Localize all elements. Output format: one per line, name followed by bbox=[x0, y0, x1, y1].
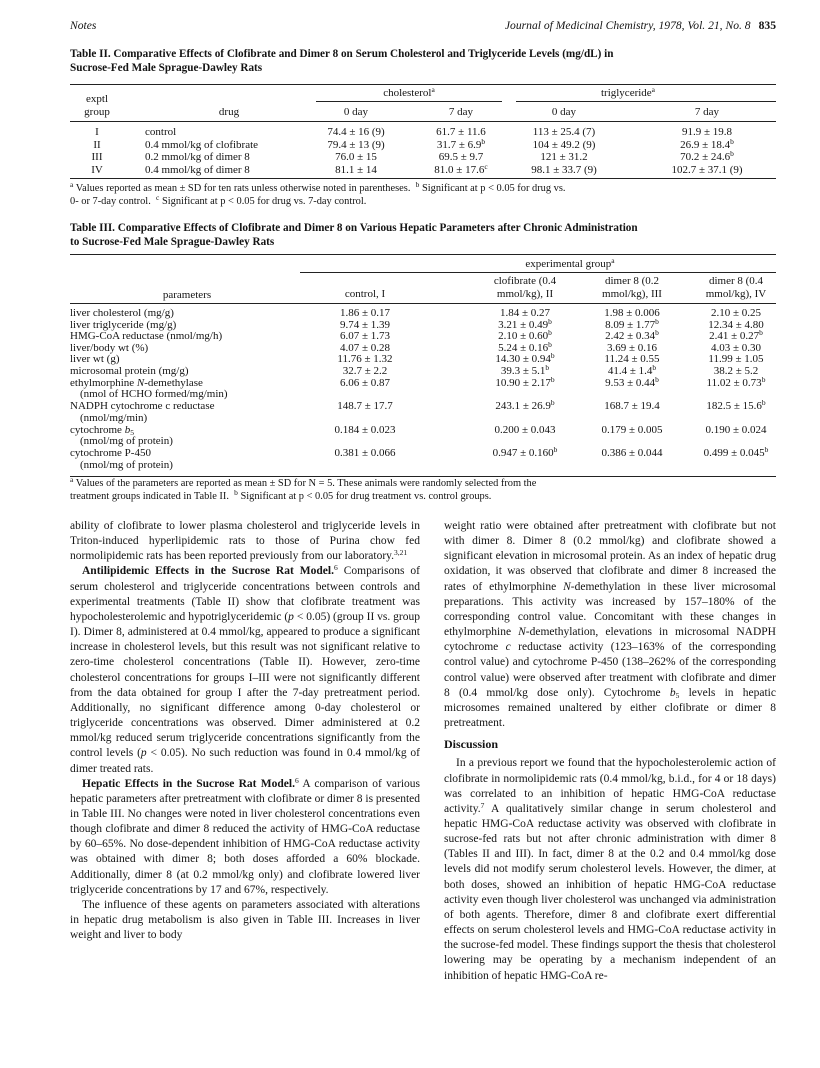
table3-param-unit: (nmol/mg of protein) bbox=[80, 458, 173, 471]
run-in-sup: 6 bbox=[294, 775, 299, 785]
table2-bottom-rule bbox=[70, 178, 776, 179]
table3-value: 168.7 ± 19.4 bbox=[604, 400, 660, 413]
table3-value-sup: b bbox=[655, 328, 659, 338]
table3-value-cell bbox=[337, 400, 393, 413]
table2-subheader: 0 day bbox=[343, 106, 369, 118]
table2-footnotes: $^a$ Values reported as mean ± SD for ten rats unless otherwise noted in parentheses. $^b$ Significant at p < 0.05 for drug vs. 0- or 7-day control. $^c$ Significant at p < 0.05 for drug vs. 7-day control. bbox=[70, 180, 566, 207]
table2-value-sup: b bbox=[730, 149, 734, 159]
table2-value-cell bbox=[533, 139, 596, 152]
table3-value-cell bbox=[604, 400, 660, 413]
table3-col-header: control, I bbox=[344, 288, 386, 300]
page-number: 835 bbox=[758, 19, 776, 32]
table2-value: 74.4 ± 16 (9) bbox=[327, 126, 385, 138]
table3-value-cell bbox=[334, 424, 395, 437]
table3-bottom-rule bbox=[70, 476, 776, 477]
table2-value-sup: c bbox=[484, 161, 488, 171]
running-head bbox=[70, 19, 776, 35]
table3-value: 0.499 ± 0.045 bbox=[703, 447, 765, 460]
running-head-journal: Journal of Medicinal Chemistry, 1978, Vol. 21, No. 8 835 bbox=[504, 19, 776, 32]
table2-drug-cell: 0.4 mmol/kg of clofibrate bbox=[145, 138, 259, 151]
table3-value: 10.90 ± 2.17 bbox=[495, 376, 551, 389]
table3-param-cell: cytochrome P-450 bbox=[70, 447, 151, 460]
table3-value-cell bbox=[704, 447, 769, 460]
body-paragraph bbox=[70, 519, 420, 564]
table3-top-rule bbox=[70, 254, 776, 255]
table3 bbox=[70, 250, 776, 482]
table3-value: 5.24 ± 0.16 bbox=[498, 341, 549, 354]
paragraph-text: In a previous report we found that the hypocholesterolemic action of clofibrate in normolipidemic rats (0.4 mmol/kg, b.i.d., for 4 or 18 days) was correlated to an inhibition of hepatic HMG-CoA reductase activity. bbox=[444, 757, 776, 815]
table2-value: 104 ± 49.2 (9) bbox=[532, 138, 596, 151]
run-in-heading: Antilipidemic Effects in the Sucrose Rat Model. bbox=[82, 565, 334, 578]
table3-value: 1.86 ± 0.17 bbox=[339, 307, 391, 319]
table3-value-cell bbox=[601, 424, 662, 437]
table2-value-cell bbox=[439, 151, 484, 164]
table3-value: 41.4 ± 1.4 bbox=[607, 365, 653, 377]
table3-value: 0.386 ± 0.044 bbox=[601, 447, 663, 460]
table3-col-header: mmol/kg), II bbox=[496, 288, 554, 300]
table2-header-rule bbox=[70, 121, 776, 122]
table3-value-cell bbox=[340, 377, 390, 390]
table3-value: 11.76 ± 1.32 bbox=[337, 353, 393, 366]
table3-value: 3.21 ± 0.49 bbox=[498, 318, 549, 331]
table3-param-cell: cytochrome $b_5$ bbox=[70, 423, 134, 437]
table3-value: 0.184 ± 0.023 bbox=[334, 423, 396, 436]
table3-value-sup: b bbox=[761, 374, 766, 384]
table3-value-cell bbox=[601, 447, 662, 460]
table3-value-sup: b bbox=[550, 374, 555, 384]
table3-value-cell bbox=[494, 424, 555, 437]
table2-value: 121 ± 31.2 bbox=[540, 151, 588, 164]
table3-value-sup: b bbox=[548, 328, 552, 338]
table2-drug-header: drug bbox=[218, 106, 240, 118]
paragraph-text: weight ratio were obtained after pretreatment with clofibrate but not with dimer 8. Dimer 8 (0.2 mmol/kg) and clofibrate showed a significant elevation in microsomal protein. As an index of hepatic drug oxidation, it was observed that clofibrate and dimer 8 increased the rates of ethylmorphine N-demethylation in these liver microsomal preparations. This activity was increased by 157–180% of the corresponding control value. Concomitant with these changes in ethylmorphine N-demethylation, elevations in microsomal NADPH cytochrome c reductase activity (123–163% of the corresponding control value) and cytochrome P-450 (138–262% of the corresponding control value) were observed after treatment with clofibrate and dimer 8 (0.4 mmol/kg dose only). Cytochrome $b_5$ levels in hepatic microsomes remained unaltered by either clofibrate or dimer 8 pretreatment. bbox=[444, 520, 777, 730]
table3-value: 0.381 ± 0.066 bbox=[334, 447, 396, 460]
table2-value-cell bbox=[533, 126, 595, 139]
table2-value-cell bbox=[671, 164, 742, 177]
table3-value: 2.10 ± 0.25 bbox=[710, 307, 762, 319]
table2-value: 81.0 ± 17.6 bbox=[434, 163, 485, 176]
table3-value: 6.07 ± 1.73 bbox=[339, 330, 391, 343]
table2-group-header: exptl bbox=[86, 93, 108, 105]
run-in-sup: 6 bbox=[333, 563, 338, 573]
table3-param-cell: liver triglyceride (mg/g) bbox=[70, 318, 177, 331]
table3-value: 11.99 ± 1.05 bbox=[708, 353, 764, 366]
citation-sup: 7 bbox=[480, 800, 485, 810]
body-paragraph bbox=[70, 898, 420, 943]
table2-value-cell bbox=[531, 164, 597, 177]
table3-value: 11.02 ± 0.73 bbox=[706, 376, 762, 389]
running-head-section: Notes bbox=[70, 19, 97, 32]
table3-value-cell bbox=[495, 374, 555, 390]
table3-value-sup: b bbox=[545, 363, 550, 372]
table3-value: 0.179 ± 0.005 bbox=[601, 423, 663, 436]
table2-triglyceride-header: triglyceride$^a$ bbox=[600, 85, 656, 99]
table3-value: 0.200 ± 0.043 bbox=[494, 423, 556, 436]
table3-span-rule bbox=[300, 272, 776, 273]
table3-value: 32.7 ± 2.2 bbox=[342, 365, 388, 377]
table3-value-sup: b bbox=[759, 328, 763, 338]
table3-value: 2.42 ± 0.34 bbox=[605, 330, 656, 343]
table3-value-sup: b bbox=[550, 351, 555, 361]
table2 bbox=[70, 80, 776, 182]
table3-param-header: parameters bbox=[162, 289, 212, 301]
table3-col-header: mmol/kg), IV bbox=[705, 288, 767, 300]
table3-value-sup: b bbox=[553, 445, 558, 455]
table3-param-unit: (nmol/mg of protein) bbox=[80, 435, 173, 448]
body-column-left bbox=[70, 519, 420, 943]
table3-value-sup: b bbox=[548, 316, 552, 326]
table3-value: 9.53 ± 0.44 bbox=[605, 376, 656, 389]
table2-value: 69.5 ± 9.7 bbox=[438, 151, 484, 164]
table2-group-cell: I bbox=[95, 126, 99, 138]
table3-value: 14.30 ± 0.94 bbox=[495, 353, 551, 366]
run-in-heading: Hepatic Effects in the Sucrose Rat Model. bbox=[82, 777, 295, 790]
table2-top-rule bbox=[70, 84, 776, 85]
table3-value-cell bbox=[605, 374, 659, 390]
table3-value: 2.41 ± 0.27 bbox=[709, 330, 760, 343]
table3-value: 182.5 ± 15.6 bbox=[706, 400, 762, 413]
table3-param-cell: ethylmorphine N-demethylase bbox=[70, 376, 203, 389]
table2-group-cell: IV bbox=[91, 163, 103, 176]
table3-value-cell bbox=[495, 400, 554, 413]
citation-sup: 3,21 bbox=[394, 548, 408, 558]
table3-param-unit: (nmol of HCHO formed/mg/min) bbox=[80, 388, 228, 401]
body-paragraph bbox=[444, 756, 776, 983]
table2-value: 26.9 ± 18.4 bbox=[680, 138, 731, 151]
table3-value-sup: b bbox=[550, 398, 555, 408]
paragraph-text: A comparison of various hepatic parameters after pretreatment with clofibrate or dimer 8 is presented in Table III. No changes were noted in liver cholesterol concentrations even though clofibrate and dimer 8 reduced the activity of HMG-CoA reductase by 60–65%. No dose-dependent inhibition of HMG-CoA reductase activity was obtained with dimer 8; both doses afforded a 60% blockade. Additionally, dimer 8 (at 0.2 mmol/kg only) and clofibrate lowered liver triglyceride concentrations by 17 and 67%, respectively. bbox=[70, 777, 420, 896]
table3-value-sup: b bbox=[761, 398, 766, 408]
table3-param-cell: liver wt (g) bbox=[70, 353, 120, 366]
table3-col-header: mmol/kg), III bbox=[602, 288, 662, 300]
table2-value: 113 ± 25.4 (7) bbox=[532, 126, 596, 138]
table2-value-cell bbox=[436, 136, 486, 152]
body-paragraph bbox=[70, 777, 420, 898]
paragraph-text: Comparisons of serum cholesterol and triglyceride concentrations between controls and experimental treatments (Table II) show that clofibrate treatment was hypocholesterolemic and hypotriglyceridemic (p < 0.05) (group II vs. group I). Dimer 8, administered at 0.4 mmol/kg, appeared to produce a significant increase in cholesterol levels, but this result was not significant relative to zero-time cholesterol concentrations (Table II). However, zero-time cholesterol concentrations for groups I–III were not significantly different from the data obtained for group I after the 7-day pretreatment period. Additionally, no significant difference among 0-day cholesterol or triglyceride concentrations was observed. Dimer administered at 0.2 mmol/kg reduced serum triglyceride concentrations significantly from the control levels (p < 0.05). No such reduction was found in 0.4 mmol/kg of dimer treated rats. bbox=[70, 565, 420, 775]
table2-value: 98.1 ± 33.7 (9) bbox=[531, 163, 597, 176]
table2-value: 70.2 ± 24.6 bbox=[680, 151, 731, 164]
table3-value: 38.2 ± 5.2 bbox=[713, 365, 759, 377]
table2-value-cell bbox=[540, 151, 587, 164]
table3-value: 8.09 ± 1.77 bbox=[605, 318, 656, 331]
table3-value: 3.69 ± 0.16 bbox=[606, 341, 658, 354]
table3-header-rule bbox=[70, 303, 776, 304]
table2-subheader: 0 day bbox=[551, 106, 577, 118]
table3-value: 0.947 ± 0.160 bbox=[492, 447, 554, 460]
table2-group-cell: III bbox=[91, 151, 103, 164]
table3-param-cell: NADPH cytochrome c reductase bbox=[70, 400, 215, 413]
table3-value: 1.98 ± 0.006 bbox=[604, 307, 660, 319]
table2-value-sup: b bbox=[481, 136, 486, 146]
table3-param-cell: liver cholesterol (mg/g) bbox=[70, 307, 174, 319]
body-column-right bbox=[444, 519, 776, 984]
table2-value: 91.9 ± 19.8 bbox=[681, 126, 733, 138]
paragraph-text: ability of clofibrate to lower plasma cholesterol and triglyceride levels in Triton-induced hyperlipidemic rats to those of Purina chow fed normolipidemic rats has been reported previously from our laboratory. bbox=[70, 520, 420, 563]
table2-value-cell bbox=[436, 126, 486, 139]
section-heading: Discussion bbox=[444, 737, 499, 752]
table2-value-cell bbox=[680, 151, 734, 164]
table3-param-unit: (nmol/mg/min) bbox=[80, 411, 148, 424]
table3-footnotes: $^a$ Values of the parameters are reported as mean ± SD for N = 5. These animals were randomly selected from the treatment groups indicated in Table II. $^b$ Significant at p < 0.05 for drug treatment vs. control groups. bbox=[70, 475, 537, 502]
table3-value: 9.74 ± 1.39 bbox=[339, 318, 391, 331]
table2-value: 61.7 ± 11.6 bbox=[436, 126, 486, 138]
table2-value-cell bbox=[327, 126, 384, 139]
table2-group-header-2: group bbox=[84, 106, 110, 118]
table3-value-sup: b bbox=[548, 339, 552, 349]
table2-caption: Table II. Comparative Effects of Clofibrate and Dimer 8 on Serum Cholesterol and Triglyceride Levels (mg/dL) in Sucrose-Fed Male Sprague-Dawley Rats bbox=[70, 48, 614, 74]
table2-group-cell: II bbox=[93, 138, 101, 151]
table3-value-cell bbox=[493, 447, 558, 460]
table3-value: 39.3 ± 5.1 bbox=[500, 365, 546, 377]
table3-value-sup: b bbox=[655, 316, 659, 326]
table3-value-cell bbox=[706, 374, 766, 390]
paragraph-text: A qualitatively similar change in serum cholesterol and hepatic HMG-CoA reductase activity was observed with clofibrate in sucrose-fed rats but not after chronic administration with dimer 8 (Tables II and III). In fact, dimer 8 at the 0.2 and 0.4 mmol/kg dose levels did not modify serum cholesterol levels. However, the dimer, at both doses, showed an inhibition of hepatic HMG-CoA reductase activity even though liver cholesterol was unchanged via administration of both agents. Therefore, dimer 8 and clofibrate exert differential effects on serum cholesterol levels and HMG-CoA reductase activity in the sucrose-fed model. These findings support the thesis that cholesterol lowering may be operating by a mechanism independent of an inhibition of hepatic HMG-CoA re- bbox=[444, 802, 776, 982]
table3-col-header: dimer 8 (0.2 bbox=[604, 275, 660, 287]
table3-col-header: clofibrate (0.4 bbox=[493, 275, 557, 287]
table2-drug-cell: 0.4 mmol/kg of dimer 8 bbox=[145, 163, 250, 176]
table3-value: 6.06 ± 0.87 bbox=[339, 376, 391, 389]
table3-value-cell bbox=[705, 424, 766, 437]
table3-value: 4.03 ± 0.30 bbox=[710, 341, 762, 354]
table2-triglyceride-rule bbox=[516, 101, 776, 102]
table2-value: 76.0 ± 15 bbox=[335, 151, 377, 164]
table2-value: 31.7 ± 6.9 bbox=[436, 138, 482, 151]
table3-param-cell: HMG-CoA reductase (nmol/mg/h) bbox=[70, 330, 223, 343]
table3-param-cell: microsomal protein (mg/g) bbox=[70, 365, 189, 377]
table3-value-sup: b bbox=[764, 445, 769, 455]
table3-value: 2.10 ± 0.60 bbox=[498, 330, 549, 343]
table3-value-cell bbox=[334, 447, 395, 460]
table2-subheader: 7 day bbox=[694, 106, 720, 118]
table2-value: 102.7 ± 37.1 (9) bbox=[671, 163, 743, 176]
table2-cholesterol-rule bbox=[316, 101, 502, 102]
table2-value-sup: b bbox=[730, 136, 734, 146]
table3-caption: Table III. Comparative Effects of Clofibrate and Dimer 8 on Various Hepatic Parameters after Chronic Administration to Sucrose-Fed Male Sprague-Dawley Rats bbox=[70, 222, 638, 248]
body-paragraph bbox=[444, 519, 776, 731]
table3-value: 0.190 ± 0.024 bbox=[705, 423, 767, 436]
table3-value: 12.34 ± 4.80 bbox=[708, 318, 764, 331]
table2-subheader: 7 day bbox=[448, 106, 474, 118]
table2-value: 81.1 ± 14 bbox=[335, 163, 377, 176]
table3-value-cell bbox=[706, 400, 765, 413]
table2-value-cell bbox=[335, 151, 377, 164]
table3-value-sup: b bbox=[652, 363, 657, 372]
table2-cholesterol-header: cholesterol$^a$ bbox=[383, 85, 435, 99]
table2-drug-cell: control bbox=[145, 126, 177, 138]
table3-param-cell: liver/body wt (%) bbox=[70, 341, 149, 354]
table2-value-cell bbox=[682, 126, 732, 139]
table3-value: 1.84 ± 0.27 bbox=[499, 307, 551, 319]
table3-value: 11.24 ± 0.55 bbox=[604, 353, 660, 366]
table2-value-cell bbox=[434, 161, 488, 177]
table2-value-cell bbox=[680, 136, 734, 152]
table3-value: 243.1 ± 26.9 bbox=[495, 400, 551, 413]
table3-value-sup: b bbox=[655, 374, 659, 384]
table2-value-cell bbox=[327, 139, 384, 152]
body-paragraph bbox=[70, 564, 420, 776]
table2-value-cell bbox=[335, 164, 377, 177]
table3-col-header: dimer 8 (0.4 bbox=[708, 275, 764, 287]
table3-value: 4.07 ± 0.28 bbox=[339, 341, 391, 354]
table2-drug-cell: 0.2 mmol/kg of dimer 8 bbox=[145, 151, 250, 164]
paragraph-text: The influence of these agents on parameters associated with alterations in hepatic drug metabolism is also given in Table III. Increases in liver weight and liver to body bbox=[70, 898, 420, 942]
table3-value: 148.7 ± 17.7 bbox=[337, 400, 393, 413]
table2-value: 79.4 ± 13 (9) bbox=[327, 138, 385, 151]
table3-span-header: experimental group$^a$ bbox=[525, 256, 615, 270]
